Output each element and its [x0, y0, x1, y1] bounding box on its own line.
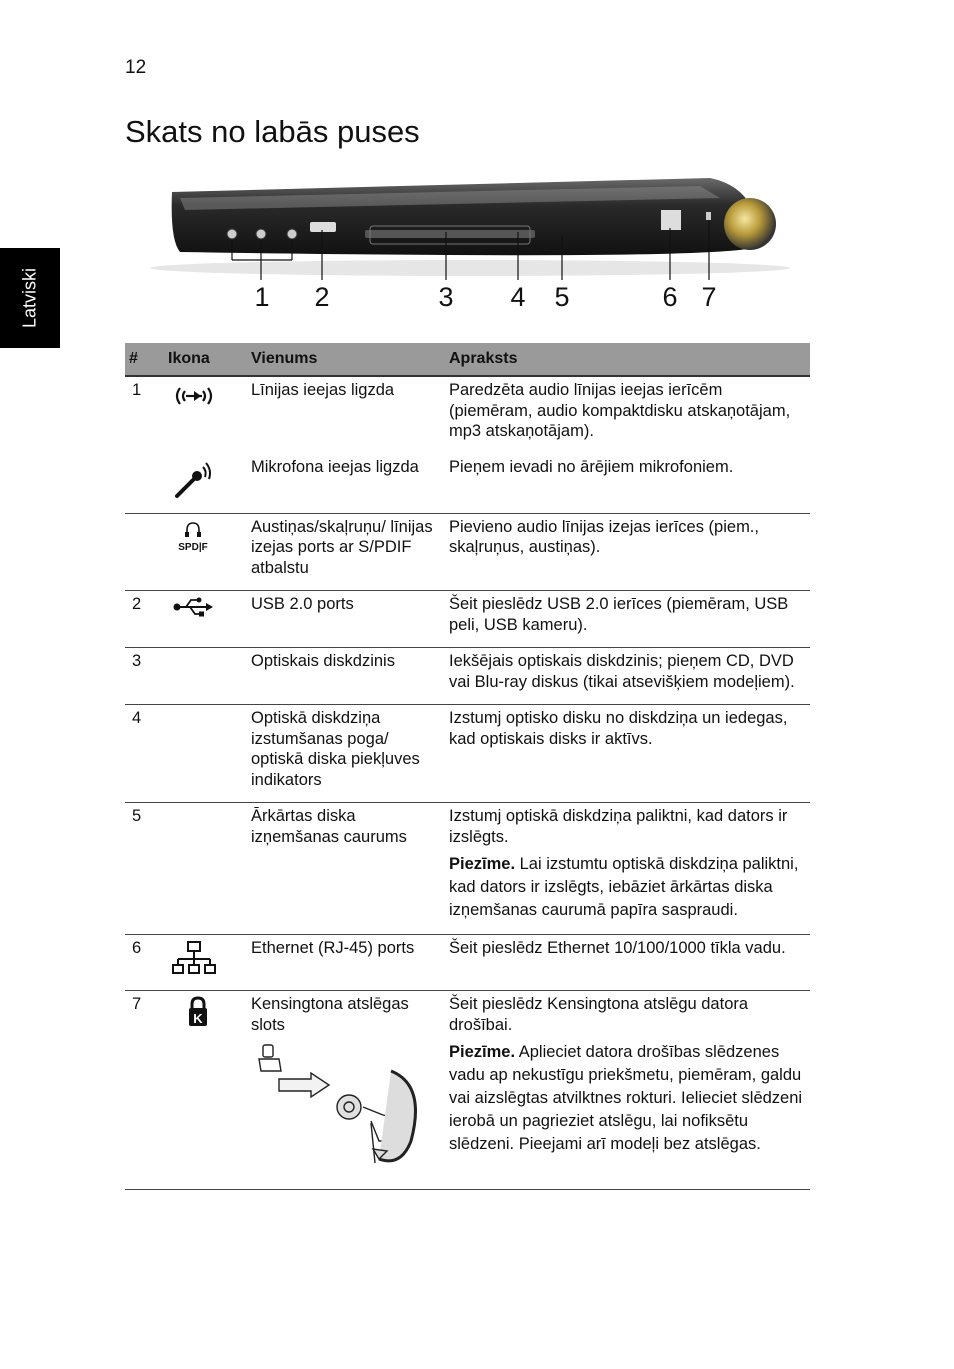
- note-label: Piezīme.: [449, 1043, 516, 1061]
- callout-1: 1: [254, 282, 270, 312]
- note-text: Lai izstumtu optiskā diskdziņa paliktni, kad dators ir izslēgts, iebāziet ārkārtas diska izņemšanas caurumā papīra saspraudi.: [449, 855, 799, 919]
- table-row: [125, 376, 810, 454]
- table-row: [125, 591, 810, 648]
- callout-4: 4: [510, 282, 526, 312]
- row-description: Šeit pieslēdz USB 2.0 ierīces (piemēram, USB peli, USB kameru).: [445, 591, 810, 648]
- row-description: Izstumj optisko disku no diskdziņa un iedegas, kad optiskais disks ir aktīvs.: [445, 705, 810, 803]
- header-item: Vienums: [247, 343, 445, 376]
- page-number: 12: [125, 57, 147, 78]
- row-number: 3: [125, 648, 164, 705]
- row-description: Pievieno audio līnijas izejas ierīces (piem., skaļruņus, austiņas).: [445, 513, 810, 591]
- row-description: Šeit pieslēdz Kensingtona atslēgu datora drošībai.: [449, 995, 749, 1034]
- kensington-lock-illustration: [251, 1041, 426, 1171]
- ports-table: [125, 343, 810, 1190]
- header-description: Apraksts: [445, 343, 810, 376]
- row-note: [449, 853, 806, 922]
- language-side-tab: [0, 248, 60, 348]
- microphone-icon: [172, 459, 216, 501]
- table-row: [125, 648, 810, 705]
- row-number: [125, 454, 164, 514]
- row-item: Optiskais diskdzinis: [247, 648, 445, 705]
- row-item: Optiskā diskdziņa izstumšanas poga/ optiskā diska piekļuves indikators: [247, 705, 445, 803]
- svg-text:K: K: [193, 1011, 203, 1026]
- kensington-lock-icon: [172, 996, 216, 1028]
- row-number: 5: [125, 803, 164, 935]
- row-item: Līnijas ieejas ligzda: [251, 381, 395, 399]
- row-number: 4: [125, 705, 164, 803]
- table-row: [125, 803, 810, 935]
- page-title: Skats no labās puses: [125, 114, 420, 149]
- row-description: Izstumj optiskā diskdziņa paliktni, kad dators ir izslēgts.: [449, 807, 788, 846]
- row-item: Ethernet (RJ-45) ports: [247, 935, 445, 991]
- callout-7: 7: [701, 282, 717, 312]
- language-label: Latviski: [19, 267, 40, 329]
- note-label: Piezīme.: [449, 855, 516, 873]
- row-description: Iekšējais optiskais diskdzinis; pieņem CD, DVD vai Blu-ray diskus (tikai atsevišķiem modeļiem).: [445, 648, 810, 705]
- note-text: Aplieciet datora drošības slēdzenes vadu ap nekustīgu priekšmetu, piemēram, galdu vai aizslēgtas atvilktnes rokturi. Ielieciet slēdzeni ierobā un pagrieziet atslēgu, lai nofiksētu slēdzeni. Pieejami arī modeļi bez atslēgas.: [449, 1043, 803, 1153]
- row-number: 2: [125, 591, 164, 648]
- ethernet-icon: [172, 940, 216, 978]
- headphones-spdif-icon: [172, 519, 216, 553]
- row-description: Šeit pieslēdz Ethernet 10/100/1000 tīkla vadu.: [445, 935, 810, 991]
- table-header-row: [125, 343, 810, 376]
- table-row: [125, 454, 810, 514]
- header-number: #: [125, 343, 164, 376]
- header-icon: Ikona: [164, 343, 247, 376]
- callout-5: 5: [554, 282, 570, 312]
- line-in-icon: [172, 382, 216, 410]
- callout-2: 2: [314, 282, 330, 312]
- row-number: 1: [132, 381, 142, 399]
- row-item: Austiņas/skaļruņu/ līnijas izejas ports ar S/PDIF atbalstu: [247, 513, 445, 591]
- table-row: [125, 705, 810, 803]
- callout-3: 3: [438, 282, 454, 312]
- row-item: USB 2.0 ports: [247, 591, 445, 648]
- row-description: Paredzēta audio līnijas ieejas ierīcēm (piemēram, audio kompaktdisku atskaņotājam, mp3 atskaņotājam).: [449, 381, 791, 440]
- callout-6: 6: [662, 282, 678, 312]
- spdif-label: SPD|F: [178, 541, 208, 553]
- row-note: [449, 1041, 806, 1156]
- row-number: 7: [125, 991, 164, 1190]
- table-row: [125, 991, 810, 1190]
- row-description: Pieņem ievadi no ārējiem mikrofoniem.: [445, 454, 810, 514]
- table-row: [125, 935, 810, 991]
- row-number: 6: [125, 935, 164, 991]
- row-item: Kensingtona atslēgas slots: [251, 995, 409, 1034]
- row-item: Ārkārtas diska izņemšanas caurums: [247, 803, 445, 935]
- row-number: [125, 513, 164, 591]
- row-item: Mikrofona ieejas ligzda: [247, 454, 445, 514]
- table-row: [125, 513, 810, 591]
- usb-icon: [172, 596, 216, 618]
